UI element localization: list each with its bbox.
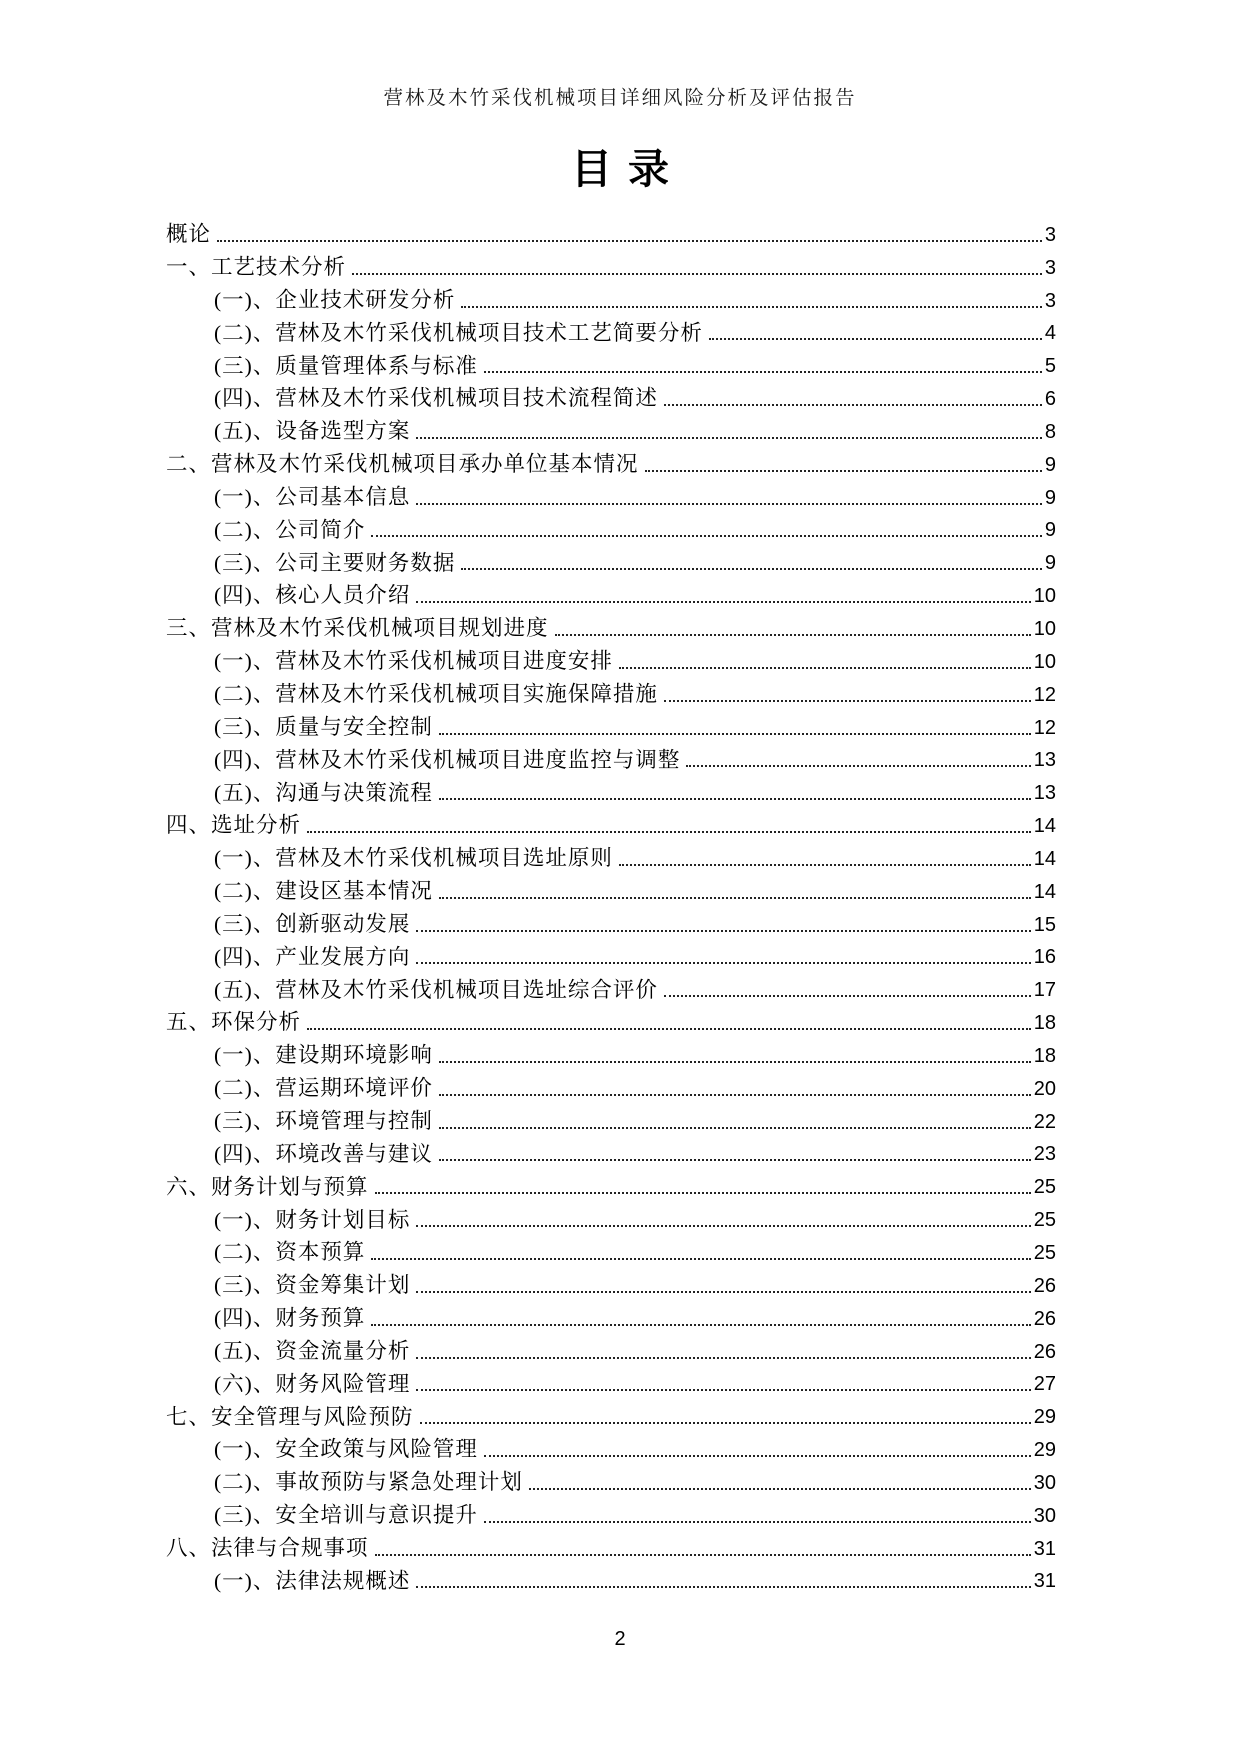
toc-leader-dots (439, 1127, 1031, 1129)
toc-leader-dots (371, 1324, 1030, 1326)
toc-page-number: 25 (1033, 1242, 1056, 1264)
toc-page-number: 14 (1033, 815, 1056, 838)
toc-entry-label: (五)、资金流量分析 (214, 1338, 411, 1363)
toc-entry[interactable] (166, 937, 1056, 970)
toc-leader-dots (416, 930, 1030, 932)
toc-leader-dots (439, 897, 1031, 899)
toc-page-number: 6 (1044, 388, 1056, 411)
toc-leader-dots (529, 1488, 1031, 1490)
toc-entry[interactable] (166, 345, 1056, 378)
toc-page-number: 18 (1033, 1012, 1056, 1035)
toc-entry[interactable] (166, 740, 1056, 773)
toc-leader-dots (461, 306, 1042, 308)
toc-page-number: 25 (1033, 1209, 1056, 1232)
toc-entry-label: (一)、营林及木竹采伐机械项目选址原则 (214, 846, 613, 871)
toc-page-number: 5 (1044, 355, 1056, 378)
toc-entry-label: (二)、营运期环境评价 (214, 1076, 433, 1101)
toc-leader-dots (307, 1028, 1031, 1030)
toc-entry[interactable] (166, 904, 1056, 937)
toc-leader-dots (664, 995, 1031, 997)
toc-title: 目录 (571, 146, 685, 192)
toc-entry[interactable] (166, 1002, 1056, 1035)
toc-entry[interactable] (166, 1561, 1056, 1594)
toc-leader-dots (420, 1422, 1031, 1424)
toc-leader-dots (416, 1389, 1030, 1391)
toc-entry[interactable] (166, 247, 1056, 280)
toc-page-number: 26 (1033, 1307, 1056, 1330)
toc-entry-label: (三)、安全培训与意识提升 (214, 1503, 478, 1528)
toc-entry[interactable] (166, 1232, 1056, 1265)
toc-leader-dots (686, 765, 1030, 767)
toc-entry[interactable] (166, 214, 1056, 247)
toc-entry-label: (四)、财务预算 (214, 1306, 366, 1331)
toc-entry[interactable] (166, 411, 1056, 444)
toc-leader-dots (217, 240, 1042, 242)
toc-page-number: 16 (1033, 946, 1056, 969)
toc-entry-label: 一、工艺技术分析 (166, 255, 347, 280)
toc-entry[interactable] (166, 838, 1056, 871)
toc-entry[interactable] (166, 575, 1056, 608)
toc-page-number: 30 (1033, 1471, 1056, 1494)
toc-entry-label: (二)、建设区基本情况 (214, 879, 433, 904)
toc-entry[interactable] (166, 1331, 1056, 1364)
toc-entry[interactable] (166, 313, 1056, 346)
toc-entry[interactable] (166, 1199, 1056, 1232)
toc-leader-dots (484, 371, 1042, 373)
toc-entry-label: (三)、质量与安全控制 (214, 714, 433, 739)
toc-leader-dots (416, 1586, 1030, 1588)
toc-page-number: 12 (1033, 716, 1056, 739)
toc-leader-dots (439, 1094, 1031, 1096)
toc-page-number: 20 (1033, 1077, 1056, 1100)
toc-page-number: 22 (1033, 1110, 1056, 1133)
toc-page-number: 29 (1033, 1406, 1056, 1429)
toc-entry-label: 六、财务计划与预算 (166, 1174, 369, 1199)
page-number: 2 (614, 1628, 626, 1650)
toc-entry[interactable] (166, 1462, 1056, 1495)
toc-entry-label: 七、安全管理与风险预防 (166, 1404, 414, 1429)
toc-leader-dots (416, 503, 1042, 505)
toc-leader-dots (416, 601, 1030, 603)
toc-leader-dots (461, 568, 1042, 570)
toc-page-number: 23 (1033, 1143, 1056, 1166)
toc-entry[interactable] (166, 1166, 1056, 1199)
toc-leader-dots (416, 1225, 1030, 1227)
document-header-title: 营林及木竹采伐机械项目详细风险分析及评估报告 (383, 88, 857, 109)
toc-leader-dots (416, 962, 1030, 964)
toc-leader-dots (375, 1554, 1031, 1556)
toc-entry-label: (一)、建设期环境影响 (214, 1043, 433, 1068)
toc-entry-label: 三、营林及木竹采伐机械项目规划进度 (166, 616, 549, 641)
toc-entry[interactable] (166, 1495, 1056, 1528)
toc-entry-label: (三)、环境管理与控制 (214, 1108, 433, 1133)
toc-page-number: 13 (1033, 749, 1056, 772)
toc-leader-dots (371, 1258, 1030, 1260)
toc-leader-dots (352, 273, 1042, 275)
toc-entry[interactable] (166, 969, 1056, 1002)
toc-leader-dots (439, 1159, 1031, 1161)
toc-page-number: 10 (1033, 585, 1056, 608)
toc-leader-dots (664, 404, 1042, 406)
toc-leader-dots (555, 634, 1031, 636)
toc-page-number: 26 (1033, 1340, 1056, 1363)
toc-entry[interactable] (166, 1429, 1056, 1462)
toc-entry-label: (四)、产业发展方向 (214, 944, 411, 969)
toc-entry-label: (四)、核心人员介绍 (214, 583, 411, 608)
toc-entry-label: (二)、公司简介 (214, 517, 366, 542)
toc-entry-label: (四)、营林及木竹采伐机械项目技术流程简述 (214, 386, 658, 411)
toc-entry[interactable] (166, 1068, 1056, 1101)
toc-entry-label: (一)、公司基本信息 (214, 484, 411, 509)
toc-page-number: 31 (1033, 1537, 1056, 1560)
toc-leader-dots (484, 1455, 1031, 1457)
toc-entry-label: (一)、财务计划目标 (214, 1207, 411, 1232)
toc-entry-label: (五)、营林及木竹采伐机械项目选址综合评价 (214, 977, 658, 1002)
toc-leader-dots (416, 1291, 1030, 1293)
toc-page-number: 27 (1033, 1373, 1056, 1396)
toc-page-number: 30 (1033, 1504, 1056, 1527)
toc-page-number: 14 (1033, 880, 1056, 903)
toc-entry[interactable] (166, 1101, 1056, 1134)
toc-page-number: 25 (1033, 1176, 1056, 1199)
toc-entry[interactable] (166, 1298, 1056, 1331)
toc-page-number: 13 (1033, 782, 1056, 805)
toc-page-number: 17 (1033, 979, 1056, 1002)
toc-entry[interactable] (166, 1396, 1056, 1429)
toc-entry-label: (三)、创新驱动发展 (214, 911, 411, 936)
toc-leader-dots (416, 437, 1042, 439)
toc-entry[interactable] (166, 1528, 1056, 1561)
toc-entry-label: (三)、质量管理体系与标准 (214, 353, 478, 378)
toc-page-number: 3 (1044, 256, 1056, 279)
toc-entry-label: (五)、设备选型方案 (214, 419, 411, 444)
toc-leader-dots (375, 1192, 1031, 1194)
toc-entry-label: 概论 (166, 222, 212, 247)
toc-leader-dots (307, 831, 1031, 833)
toc-entry-label: (一)、企业技术研发分析 (214, 287, 456, 312)
toc-entry-label: 八、法律与合规事项 (166, 1535, 369, 1560)
toc-page-number: 15 (1033, 913, 1056, 936)
toc-page-number: 9 (1044, 552, 1056, 575)
toc-page-number: 9 (1044, 453, 1056, 476)
toc-entry-label: 二、营林及木竹采伐机械项目承办单位基本情况 (166, 452, 639, 477)
toc-entry-label: (一)、营林及木竹采伐机械项目进度安排 (214, 649, 613, 674)
toc-entry-label: (二)、资本预算 (214, 1240, 366, 1265)
toc-entry[interactable] (166, 1265, 1056, 1298)
toc-entry-label: (二)、营林及木竹采伐机械项目实施保障措施 (214, 682, 658, 707)
toc-page-number: 26 (1033, 1274, 1056, 1297)
toc-page-number: 12 (1033, 683, 1056, 706)
toc-leader-dots (664, 700, 1031, 702)
toc-page-number: 10 (1033, 617, 1056, 640)
toc-page-number: 8 (1044, 420, 1056, 443)
toc-entry[interactable] (166, 707, 1056, 740)
toc-entry-label: (一)、安全政策与风险管理 (214, 1437, 478, 1462)
toc-leader-dots (619, 667, 1031, 669)
toc-page-number: 3 (1044, 223, 1056, 246)
toc-entry[interactable] (166, 1364, 1056, 1397)
toc-entry[interactable] (166, 772, 1056, 805)
toc-page-number: 18 (1033, 1044, 1056, 1067)
toc-page-number: 9 (1044, 486, 1056, 509)
toc-entry-label: (二)、营林及木竹采伐机械项目技术工艺简要分析 (214, 320, 703, 345)
toc-entry[interactable] (166, 608, 1056, 641)
toc-entry[interactable] (166, 674, 1056, 707)
toc-entry[interactable] (166, 444, 1056, 477)
toc-leader-dots (439, 733, 1031, 735)
toc-entry-label: (三)、公司主要财务数据 (214, 550, 456, 575)
toc-entry-label: (四)、营林及木竹采伐机械项目进度监控与调整 (214, 747, 681, 772)
toc-entry[interactable] (166, 805, 1056, 838)
toc-entry-label: 五、环保分析 (166, 1010, 302, 1035)
toc-entry[interactable] (166, 1134, 1056, 1167)
toc-page-number: 31 (1033, 1570, 1056, 1593)
toc-leader-dots (439, 1061, 1031, 1063)
toc-leader-dots (371, 535, 1042, 537)
toc-page-number: 4 (1044, 322, 1056, 345)
toc-entry[interactable] (166, 641, 1056, 674)
toc-entry[interactable] (166, 1035, 1056, 1068)
toc-entry-label: (一)、法律法规概述 (214, 1568, 411, 1593)
toc-leader-dots (645, 470, 1042, 472)
toc-entry-label: (六)、财务风险管理 (214, 1371, 411, 1396)
toc-leader-dots (619, 864, 1031, 866)
toc-entry[interactable] (166, 871, 1056, 904)
toc-entry[interactable] (166, 477, 1056, 510)
toc-leader-dots (416, 1357, 1030, 1359)
toc-entry[interactable] (166, 280, 1056, 313)
toc-page-number: 3 (1044, 289, 1056, 312)
toc-entry-label: (四)、环境改善与建议 (214, 1141, 433, 1166)
toc-leader-dots (484, 1521, 1031, 1523)
toc-leader-dots (709, 338, 1042, 340)
toc-page-number: 14 (1033, 847, 1056, 870)
toc-entry-label: 四、选址分析 (166, 813, 302, 838)
toc-entry-label: (二)、事故预防与紧急处理计划 (214, 1470, 523, 1495)
toc-page-number: 9 (1044, 519, 1056, 542)
toc-list (166, 214, 1056, 1593)
toc-entry-label: (五)、沟通与决策流程 (214, 780, 433, 805)
toc-entry[interactable] (166, 378, 1056, 411)
toc-entry[interactable] (166, 510, 1056, 543)
toc-entry[interactable] (166, 542, 1056, 575)
toc-entry-label: (三)、资金筹集计划 (214, 1273, 411, 1298)
toc-page-number: 10 (1033, 650, 1056, 673)
toc-page-number: 29 (1033, 1439, 1056, 1462)
toc-leader-dots (439, 798, 1031, 800)
